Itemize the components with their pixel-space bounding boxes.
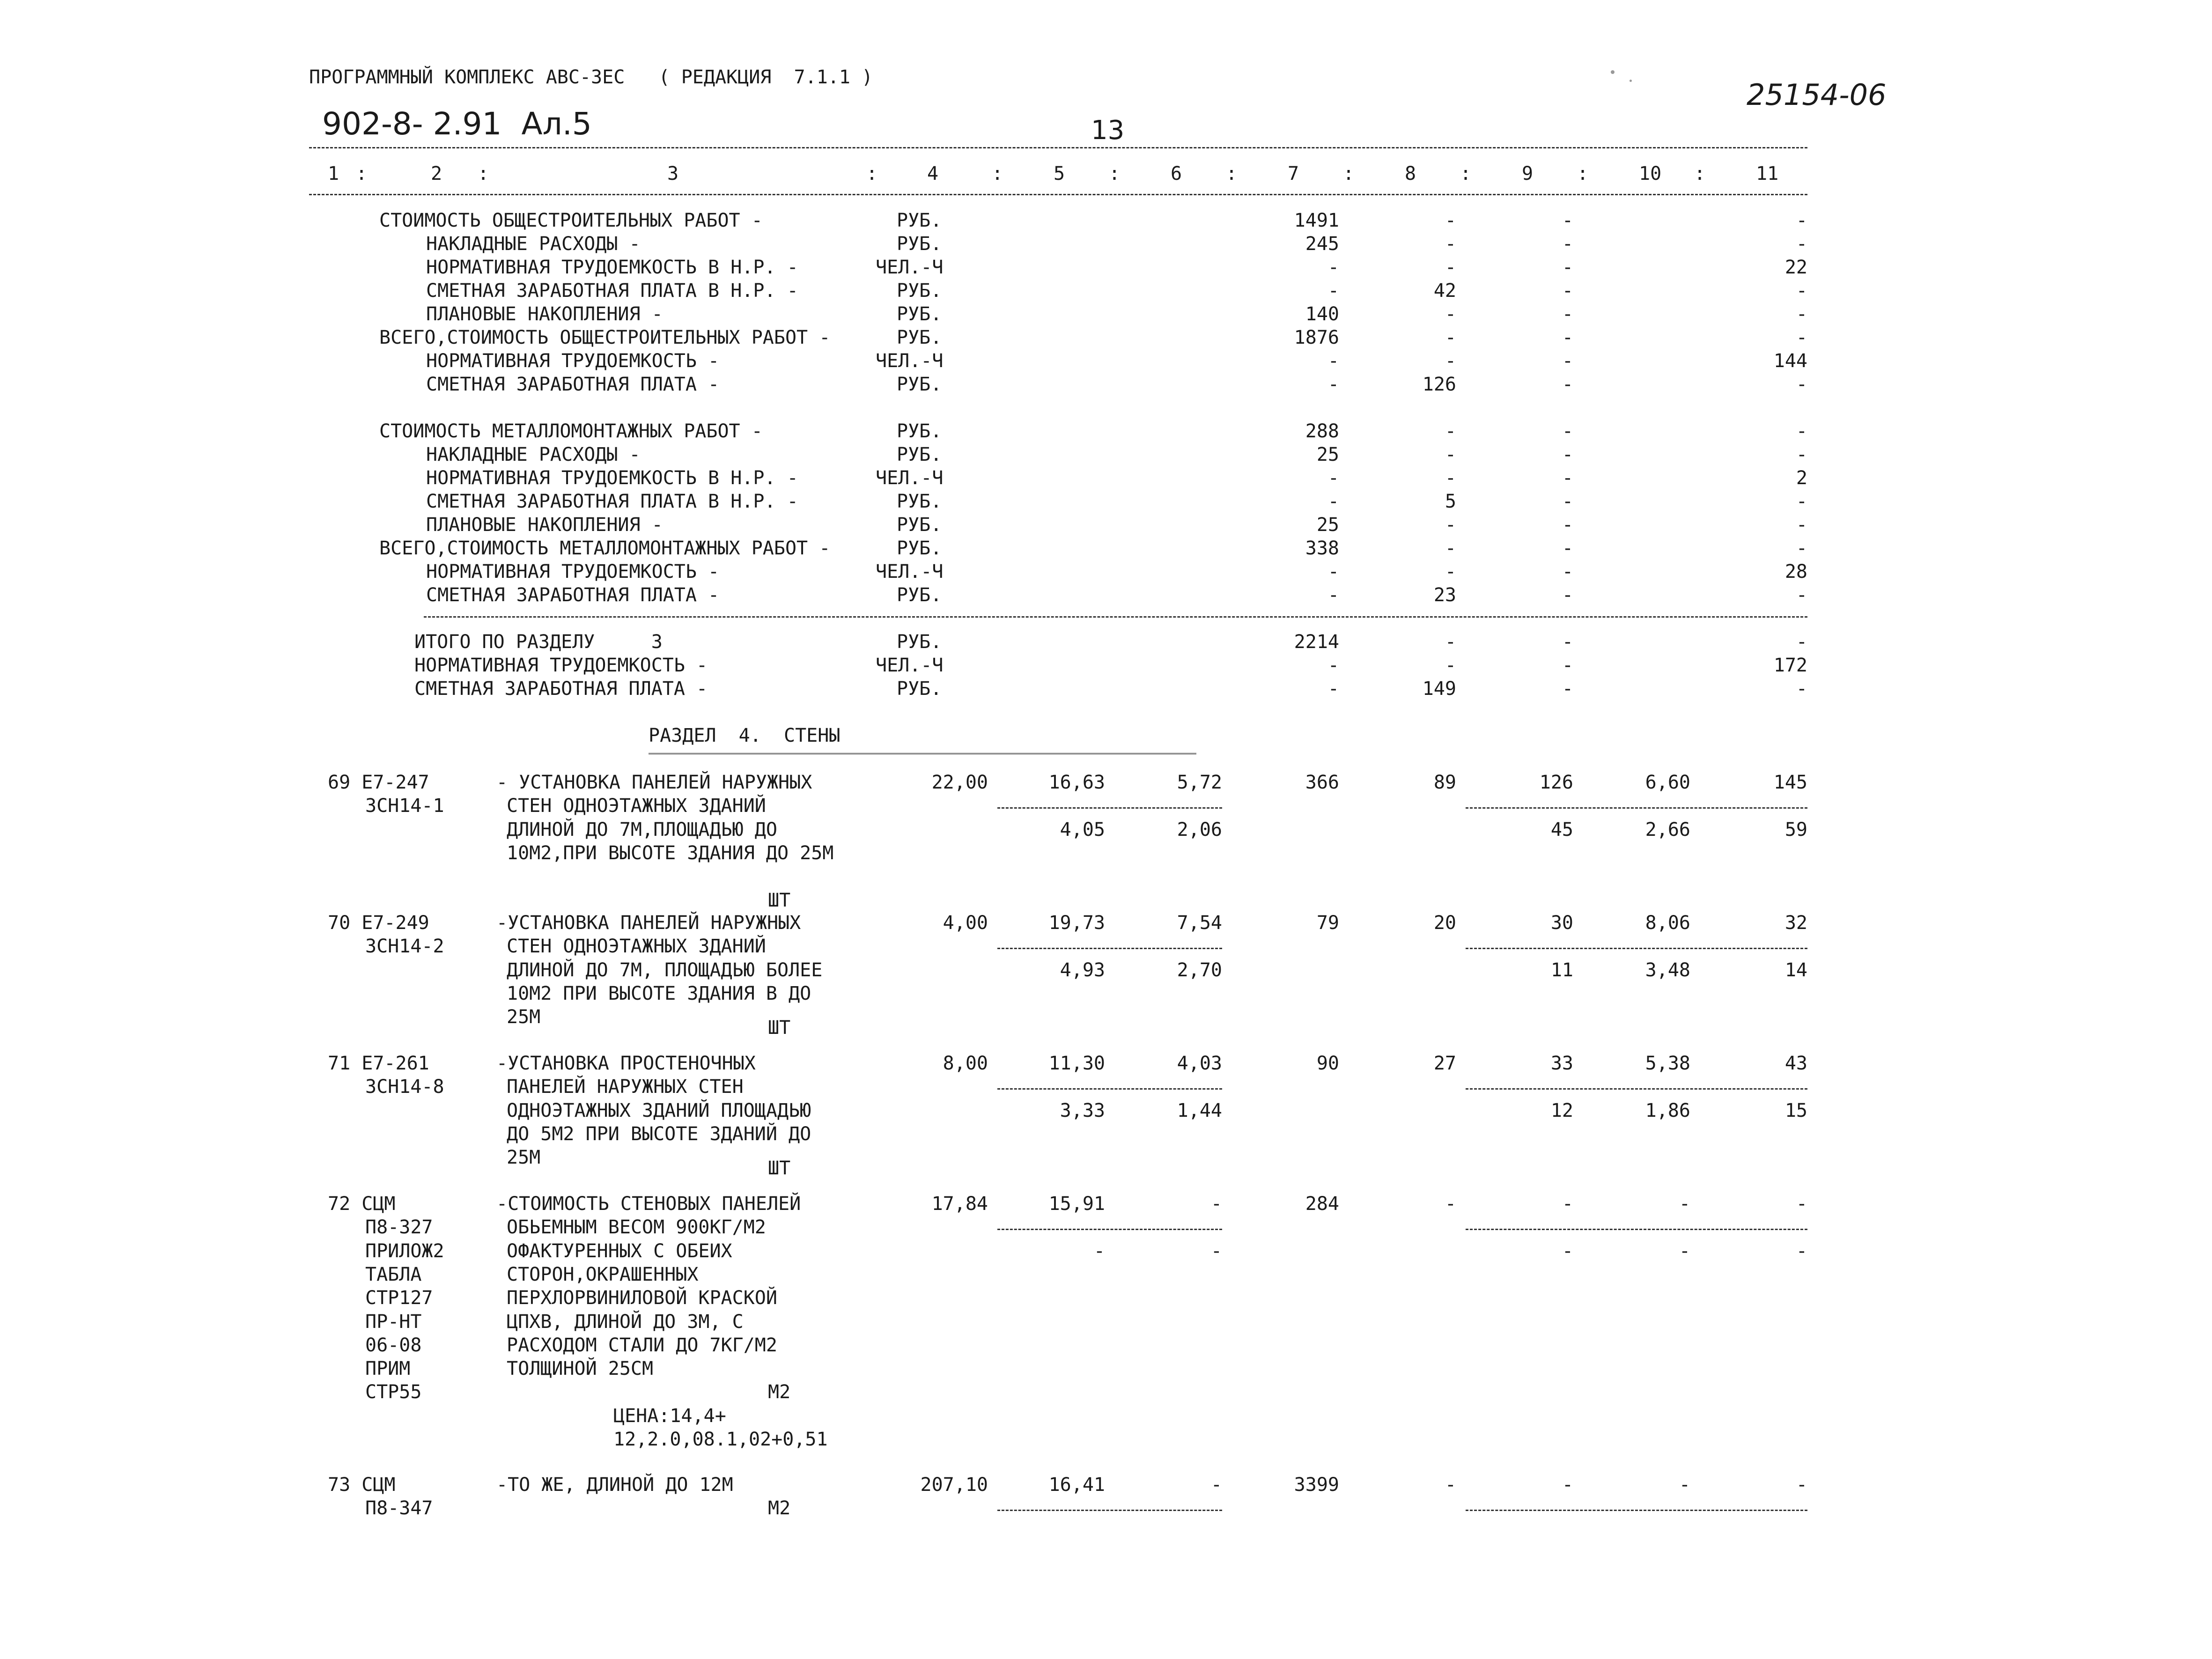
item-code: ПРИЛОЖ2 <box>365 1240 444 1262</box>
item-price-formula: ЦЕНА:14,4+ <box>613 1405 726 1427</box>
item-subline-right <box>1466 1510 1807 1511</box>
summary-unit: РУБ. <box>897 678 942 700</box>
item-subvalue-c9: 11 <box>1550 959 1573 981</box>
summary-label: НАКЛАДНЫЕ РАСХОДЫ - <box>426 233 641 255</box>
summary-value-col11: - <box>1796 631 1807 653</box>
item-value-c6: 4,03 <box>1177 1053 1222 1074</box>
summary-label: СТОИМОСТЬ МЕТАЛЛОМОНТАЖНЫХ РАБОТ - <box>379 420 763 442</box>
item-value-c8: - <box>1445 1193 1456 1215</box>
item-description: ОБЬЕМНЫМ ВЕСОМ 900КГ/М2 <box>507 1217 766 1239</box>
item-description: СТЕН ОДНОЭТАЖНЫХ ЗДАНИЙ <box>507 936 766 958</box>
item-code: СТР55 <box>365 1381 422 1403</box>
summary-label: СМЕТНАЯ ЗАРАБОТНАЯ ПЛАТА - <box>414 678 708 700</box>
item-subvalue-c9: 45 <box>1550 818 1573 841</box>
summary-value-col8: - <box>1445 655 1456 676</box>
item-subvalue-c11: 59 <box>1784 818 1807 841</box>
item-value-c10: 8,06 <box>1645 912 1690 934</box>
item-unit: М2 <box>768 1497 791 1519</box>
item-value-c7: 79 <box>1316 912 1339 934</box>
summary-unit: ЧЕЛ.-Ч <box>876 655 944 676</box>
summary-unit: ЧЕЛ.-Ч <box>876 467 944 489</box>
summary-value-col9: - <box>1562 584 1573 606</box>
column-header: 1 <box>328 163 339 184</box>
summary-value-col7: 245 <box>1305 233 1339 255</box>
summary-value-col8: - <box>1445 303 1456 325</box>
summary-unit: РУБ. <box>897 444 942 465</box>
summary-unit: РУБ. <box>897 631 942 653</box>
item-subvalue-c10: 2,66 <box>1645 818 1690 841</box>
summary-value-col8: 42 <box>1433 280 1456 302</box>
summary-value-col7: - <box>1327 467 1339 489</box>
item-value-c9: - <box>1562 1193 1573 1215</box>
summary-value-col7: - <box>1327 491 1339 512</box>
summary-value-col11: - <box>1796 233 1807 255</box>
item-description: ДО 5М2 ПРИ ВЫСОТЕ ЗДАНИЙ ДО <box>507 1123 811 1145</box>
item-description: 10М2 ПРИ ВЫСОТЕ ЗДАНИЯ В ДО <box>507 982 811 1004</box>
column-header: 4 <box>927 163 939 184</box>
summary-label: НОРМАТИВНАЯ ТРУДОЕМКОСТЬ - <box>414 655 708 676</box>
summary-label: ИТОГО ПО РАЗДЕЛУ 3 <box>414 631 663 653</box>
summary-value-col9: - <box>1562 350 1573 372</box>
item-subvalue-c6: 2,06 <box>1177 818 1222 841</box>
item-description: РАСХОДОМ СТАЛИ ДО 7КГ/М2 <box>507 1334 777 1356</box>
item-code: СТР127 <box>365 1287 433 1309</box>
item-description: -СТОИМОСТЬ СТЕНОВЫХ ПАНЕЛЕЙ <box>496 1193 801 1215</box>
summary-value-col9: - <box>1562 303 1573 325</box>
item-value-c7: 284 <box>1305 1193 1339 1215</box>
summary-value-col7: - <box>1327 280 1339 302</box>
item-description: - УСТАНОВКА ПАНЕЛЕЙ НАРУЖНЫХ <box>496 772 812 793</box>
summary-label: НОРМАТИВНАЯ ТРУДОЕМКОСТЬ В Н.Р. - <box>426 467 798 489</box>
item-description: ОДНОЭТАЖНЫХ ЗДАНИЙ ПЛОЩАДЬЮ <box>507 1099 811 1121</box>
item-value-c7: 90 <box>1316 1053 1339 1074</box>
item-value-c11: 43 <box>1784 1053 1807 1074</box>
summary-label: ПЛАНОВЫЕ НАКОПЛЕНИЯ - <box>426 514 663 536</box>
section-total-rule <box>424 616 1807 618</box>
item-subvalue-c6: - <box>1210 1240 1222 1262</box>
item-subvalue-c5: 3,33 <box>1060 1099 1105 1121</box>
item-value-c5: 11,30 <box>1048 1053 1105 1074</box>
item-subvalue-c5: 4,05 <box>1060 818 1105 841</box>
item-number-rate: 70 Е7-249 <box>328 912 429 934</box>
summary-label: СТОИМОСТЬ ОБЩЕСТРОИТЕЛЬНЫХ РАБОТ - <box>379 210 763 231</box>
summary-unit: РУБ. <box>897 210 942 231</box>
summary-value-col9: - <box>1562 210 1573 231</box>
item-unit: ШТ <box>768 1157 791 1179</box>
item-code: ПР-НТ <box>365 1311 422 1333</box>
item-value-c10: - <box>1679 1193 1690 1215</box>
column-separator: : <box>1460 163 1472 184</box>
rule-top <box>309 147 1807 148</box>
item-value-c10: 6,60 <box>1645 772 1690 793</box>
column-separator: : <box>866 163 878 184</box>
item-subvalue-c6: 2,70 <box>1177 959 1222 981</box>
item-value-c9: 30 <box>1550 912 1573 934</box>
item-description: ЦПХВ, ДЛИНОЙ ДО 3М, С <box>507 1311 744 1333</box>
summary-value-col11: - <box>1796 678 1807 700</box>
summary-value-col8: 23 <box>1433 584 1456 606</box>
column-header: 10 <box>1639 163 1662 184</box>
item-value-c9: 33 <box>1550 1053 1573 1074</box>
item-description: ПАНЕЛЕЙ НАРУЖНЫХ СТЕН <box>507 1076 744 1098</box>
summary-label: НАКЛАДНЫЕ РАСХОДЫ - <box>426 444 641 465</box>
summary-value-col8: - <box>1445 538 1456 559</box>
summary-value-col9: - <box>1562 233 1573 255</box>
item-description: ТОЛЩИНОЙ 25СМ <box>507 1358 654 1380</box>
item-value-c8: 89 <box>1433 772 1456 793</box>
summary-value-col7: 338 <box>1305 538 1339 559</box>
summary-value-col9: - <box>1562 257 1573 278</box>
item-subline-left <box>997 807 1222 809</box>
summary-value-col7: - <box>1327 350 1339 372</box>
item-subvalue-c6: 1,44 <box>1177 1099 1222 1121</box>
summary-value-col11: 22 <box>1784 257 1807 278</box>
item-value-c8: 20 <box>1433 912 1456 934</box>
summary-value-col9: - <box>1562 491 1573 512</box>
item-value-c4: 4,00 <box>943 912 988 934</box>
section-title: РАЗДЕЛ 4. СТЕНЫ <box>649 725 841 746</box>
column-header: 11 <box>1756 163 1779 184</box>
item-subline-right <box>1466 948 1807 949</box>
summary-value-col9: - <box>1562 538 1573 559</box>
item-description: ОФАКТУРЕННЫХ С ОБЕИХ <box>507 1240 732 1262</box>
summary-value-col11: 144 <box>1773 350 1807 372</box>
item-subvalue-c5: - <box>1093 1240 1105 1262</box>
summary-unit: ЧЕЛ.-Ч <box>876 257 944 278</box>
column-header: 5 <box>1054 163 1065 184</box>
item-code: ПРИМ <box>365 1358 411 1380</box>
item-code: П8-347 <box>365 1497 433 1519</box>
summary-value-col7: - <box>1327 374 1339 395</box>
program-header: ПРОГРАММНЫЙ КОМПЛЕКС АВС-3ЕС ( РЕДАКЦИЯ 7.1.1 ) <box>309 66 873 88</box>
summary-unit: ЧЕЛ.-Ч <box>876 350 944 372</box>
summary-value-col8: - <box>1445 327 1456 348</box>
summary-value-col11: 2 <box>1796 467 1807 489</box>
summary-value-col7: - <box>1327 655 1339 676</box>
summary-value-col9: - <box>1562 655 1573 676</box>
summary-value-col9: - <box>1562 280 1573 302</box>
column-separator: : <box>478 163 489 184</box>
summary-value-col11: - <box>1796 374 1807 395</box>
summary-value-col8: - <box>1445 514 1456 536</box>
item-subvalue-c10: 3,48 <box>1645 959 1690 981</box>
item-subvalue-c10: 1,86 <box>1645 1099 1690 1121</box>
summary-value-col7: 1876 <box>1294 327 1339 348</box>
summary-label: ВСЕГО,СТОИМОСТЬ МЕТАЛЛОМОНТАЖНЫХ РАБОТ - <box>379 538 831 559</box>
summary-unit: РУБ. <box>897 491 942 512</box>
item-subvalue-c5: 4,93 <box>1060 959 1105 981</box>
summary-value-col11: - <box>1796 584 1807 606</box>
item-description: СТЕН ОДНОЭТАЖНЫХ ЗДАНИЙ <box>507 795 766 817</box>
summary-value-col8: 126 <box>1422 374 1456 395</box>
item-value-c6: 5,72 <box>1177 772 1222 793</box>
item-value-c5: 16,63 <box>1048 772 1105 793</box>
item-value-c5: 19,73 <box>1048 912 1105 934</box>
column-header: 8 <box>1405 163 1416 184</box>
summary-value-col7: 288 <box>1305 420 1339 442</box>
item-subline-right <box>1466 1088 1807 1090</box>
item-description: СТОРОН,ОКРАШЕННЫХ <box>507 1263 699 1285</box>
section-title-underline <box>649 753 1196 756</box>
item-number-rate: 69 Е7-247 <box>328 772 429 793</box>
summary-value-col9: - <box>1562 514 1573 536</box>
item-value-c7: 3399 <box>1294 1474 1339 1496</box>
summary-label: СМЕТНАЯ ЗАРАБОТНАЯ ПЛАТА - <box>426 584 720 606</box>
item-code: 3СН14-8 <box>365 1076 444 1098</box>
summary-value-col8: - <box>1445 257 1456 278</box>
item-description: ДЛИНОЙ ДО 7М,ПЛОЩАДЬЮ ДО <box>507 818 777 841</box>
item-description: -ТО ЖЕ, ДЛИНОЙ ДО 12М <box>496 1474 733 1496</box>
item-subline-left <box>997 948 1222 949</box>
summary-unit: РУБ. <box>897 538 942 559</box>
item-description: 10М2,ПРИ ВЫСОТЕ ЗДАНИЯ ДО 25М <box>507 842 834 864</box>
summary-label: СМЕТНАЯ ЗАРАБОТНАЯ ПЛАТА В Н.Р. - <box>426 280 798 302</box>
summary-value-col8: 149 <box>1422 678 1456 700</box>
summary-value-col11: 172 <box>1773 655 1807 676</box>
summary-value-col11: - <box>1796 420 1807 442</box>
page-number: 13 <box>1091 115 1125 146</box>
item-code: П8-327 <box>365 1217 433 1239</box>
summary-value-col7: - <box>1327 678 1339 700</box>
column-header: 3 <box>667 163 679 184</box>
column-separator: : <box>1226 163 1238 184</box>
item-number-rate: 71 Е7-261 <box>328 1053 429 1074</box>
column-header: 2 <box>431 163 442 184</box>
summary-unit: РУБ. <box>897 303 942 325</box>
summary-value-col8: - <box>1445 420 1456 442</box>
summary-value-col7: 140 <box>1305 303 1339 325</box>
item-unit: ШТ <box>768 889 791 911</box>
summary-value-col8: - <box>1445 210 1456 231</box>
item-value-c9: - <box>1562 1474 1573 1496</box>
summary-value-col9: - <box>1562 444 1573 465</box>
summary-value-col8: - <box>1445 350 1456 372</box>
summary-value-col8: - <box>1445 467 1456 489</box>
item-subline-left <box>997 1510 1222 1511</box>
summary-unit: РУБ. <box>897 327 942 348</box>
item-unit: ШТ <box>768 1017 791 1039</box>
archive-stamp: 25154-06 <box>1747 78 1887 112</box>
column-header: 9 <box>1522 163 1534 184</box>
item-description: 25М <box>507 1147 541 1169</box>
summary-value-col11: - <box>1796 303 1807 325</box>
summary-value-col11: - <box>1796 327 1807 348</box>
item-value-c4: 8,00 <box>943 1053 988 1074</box>
summary-unit: РУБ. <box>897 374 942 395</box>
rule-under-header <box>309 194 1807 195</box>
summary-value-col8: - <box>1445 561 1456 582</box>
item-value-c11: - <box>1796 1193 1807 1215</box>
item-value-c6: - <box>1210 1474 1222 1496</box>
column-header: 6 <box>1171 163 1182 184</box>
summary-label: СМЕТНАЯ ЗАРАБОТНАЯ ПЛАТА В Н.Р. - <box>426 491 798 512</box>
item-subline-left <box>997 1088 1222 1090</box>
item-value-c4: 22,00 <box>931 772 988 793</box>
summary-label: НОРМАТИВНАЯ ТРУДОЕМКОСТЬ - <box>426 561 720 582</box>
item-code: 06-08 <box>365 1334 422 1356</box>
item-value-c8: - <box>1445 1474 1456 1496</box>
item-subvalue-c11: 14 <box>1784 959 1807 981</box>
summary-unit: РУБ. <box>897 584 942 606</box>
summary-value-col7: - <box>1327 584 1339 606</box>
item-description: -УСТАНОВКА ПАНЕЛЕЙ НАРУЖНЫХ <box>496 912 801 934</box>
summary-value-col8: - <box>1445 444 1456 465</box>
item-code: 3СН14-2 <box>365 936 444 958</box>
summary-value-col9: - <box>1562 631 1573 653</box>
summary-value-col7: 25 <box>1316 514 1339 536</box>
item-description: ПЕРХЛОРВИНИЛОВОЙ КРАСКОЙ <box>507 1287 777 1309</box>
summary-value-col8: - <box>1445 631 1456 653</box>
item-value-c5: 16,41 <box>1048 1474 1105 1496</box>
column-header: 7 <box>1288 163 1299 184</box>
summary-unit: ЧЕЛ.-Ч <box>876 561 944 582</box>
summary-value-col11: - <box>1796 444 1807 465</box>
summary-value-col7: 1491 <box>1294 210 1339 231</box>
scan-speck <box>1630 80 1632 82</box>
item-subline-left <box>997 1229 1222 1230</box>
summary-unit: РУБ. <box>897 280 942 302</box>
item-price-formula: 12,2.0,08.1,02+0,51 <box>613 1429 828 1450</box>
summary-value-col7: - <box>1327 257 1339 278</box>
item-subvalue-c11: - <box>1796 1240 1807 1262</box>
summary-unit: РУБ. <box>897 233 942 255</box>
column-separator: : <box>992 163 1003 184</box>
item-number-rate: 73 СЦМ <box>328 1474 396 1496</box>
summary-value-col7: 2214 <box>1294 631 1339 653</box>
summary-label: НОРМАТИВНАЯ ТРУДОЕМКОСТЬ - <box>426 350 720 372</box>
summary-value-col11: - <box>1796 210 1807 231</box>
column-separator: : <box>1343 163 1355 184</box>
item-value-c8: 27 <box>1433 1053 1456 1074</box>
column-separator: : <box>356 163 368 184</box>
item-code: 3СН14-1 <box>365 795 444 817</box>
scan-speck <box>1611 70 1615 74</box>
summary-value-col9: - <box>1562 420 1573 442</box>
column-separator: : <box>1694 163 1706 184</box>
item-subline-right <box>1466 807 1807 809</box>
document-code: 902-8- 2.91 Ал.5 <box>322 106 592 142</box>
summary-value-col11: - <box>1796 280 1807 302</box>
item-subline-right <box>1466 1229 1807 1230</box>
summary-unit: РУБ. <box>897 420 942 442</box>
item-value-c4: 17,84 <box>931 1193 988 1215</box>
item-value-c11: - <box>1796 1474 1807 1496</box>
summary-value-col11: - <box>1796 491 1807 512</box>
item-value-c6: - <box>1210 1193 1222 1215</box>
summary-label: ПЛАНОВЫЕ НАКОПЛЕНИЯ - <box>426 303 663 325</box>
item-value-c11: 145 <box>1773 772 1807 793</box>
summary-value-col8: - <box>1445 233 1456 255</box>
item-description: 25М <box>507 1006 541 1028</box>
summary-value-col11: 28 <box>1784 561 1807 582</box>
summary-unit: РУБ. <box>897 514 942 536</box>
item-value-c9: 126 <box>1539 772 1573 793</box>
column-separator: : <box>1577 163 1589 184</box>
summary-value-col8: 5 <box>1445 491 1456 512</box>
summary-value-col9: - <box>1562 561 1573 582</box>
summary-value-col9: - <box>1562 678 1573 700</box>
item-value-c10: 5,38 <box>1645 1053 1690 1074</box>
summary-value-col7: - <box>1327 561 1339 582</box>
item-code: ТАБЛА <box>365 1263 422 1285</box>
summary-label: НОРМАТИВНАЯ ТРУДОЕМКОСТЬ В Н.Р. - <box>426 257 798 278</box>
item-number-rate: 72 СЦМ <box>328 1193 396 1215</box>
item-description: ДЛИНОЙ ДО 7М, ПЛОЩАДЬЮ БОЛЕЕ <box>507 959 823 981</box>
summary-label: ВСЕГО,СТОИМОСТЬ ОБЩЕСТРОИТЕЛЬНЫХ РАБОТ - <box>379 327 831 348</box>
summary-value-col11: - <box>1796 514 1807 536</box>
summary-value-col9: - <box>1562 467 1573 489</box>
item-subvalue-c10: - <box>1679 1240 1690 1262</box>
item-unit: М2 <box>768 1381 791 1403</box>
summary-value-col9: - <box>1562 374 1573 395</box>
column-separator: : <box>1109 163 1121 184</box>
item-value-c7: 366 <box>1305 772 1339 793</box>
item-value-c10: - <box>1679 1474 1690 1496</box>
item-subvalue-c9: - <box>1562 1240 1573 1262</box>
item-value-c6: 7,54 <box>1177 912 1222 934</box>
summary-value-col9: - <box>1562 327 1573 348</box>
item-subvalue-c11: 15 <box>1784 1099 1807 1121</box>
item-value-c5: 15,91 <box>1048 1193 1105 1215</box>
summary-value-col7: 25 <box>1316 444 1339 465</box>
summary-value-col11: - <box>1796 538 1807 559</box>
summary-label: СМЕТНАЯ ЗАРАБОТНАЯ ПЛАТА - <box>426 374 720 395</box>
item-subvalue-c9: 12 <box>1550 1099 1573 1121</box>
item-value-c4: 207,10 <box>920 1474 988 1496</box>
item-description: -УСТАНОВКА ПРОСТЕНОЧНЫХ <box>496 1053 756 1074</box>
item-value-c11: 32 <box>1784 912 1807 934</box>
